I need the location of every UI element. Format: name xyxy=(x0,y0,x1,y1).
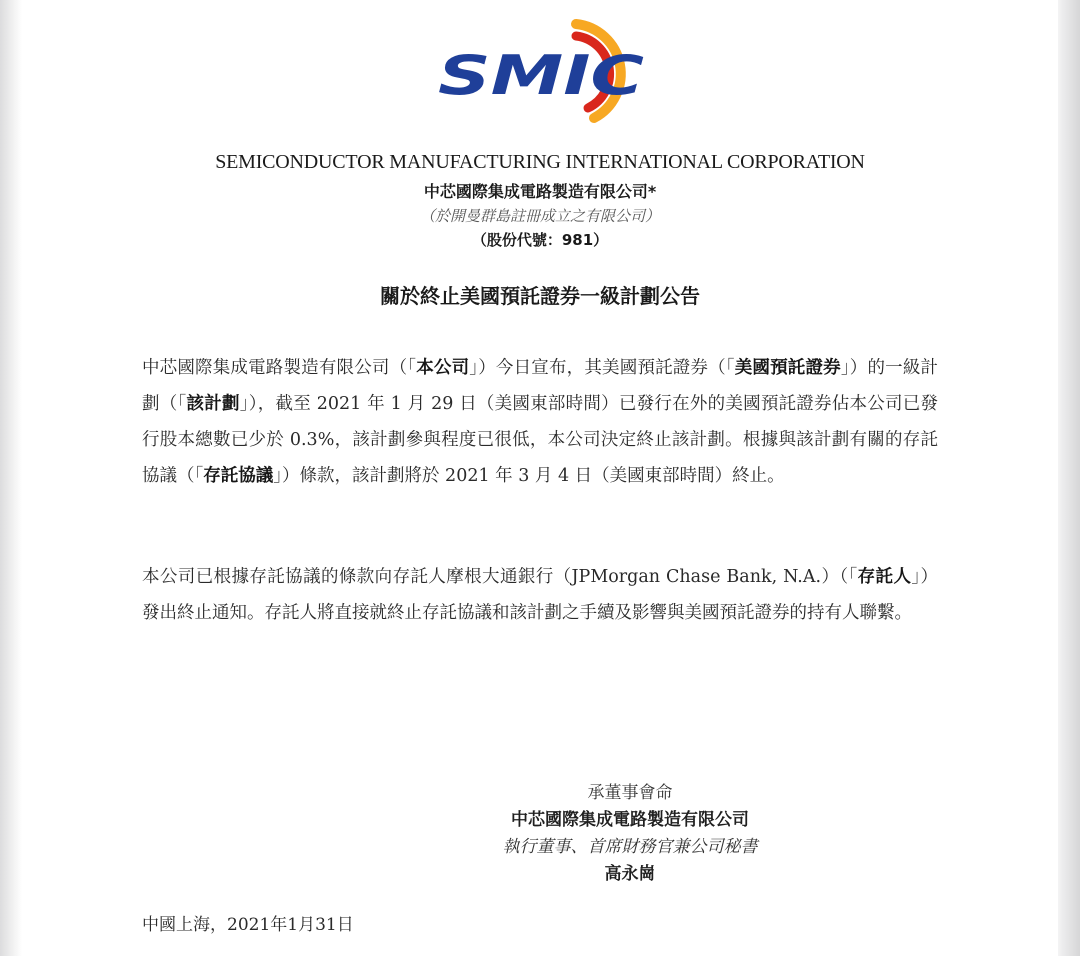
place-and-date: 中國上海，2021年1月31日 xyxy=(142,915,354,935)
logo-text: SMIC xyxy=(438,44,645,107)
p1-text-5: 」）條款，該計劃將於 2021 年 3 月 4 日（美國東部時間）終止。 xyxy=(273,466,785,486)
stock-code: （股份代號：981） xyxy=(471,231,609,249)
p1-text-4: 」），截至 2021 年 1 月 29 日（美國東部時間）已發行在外的美國預託證券佔本公司已發行股本總數已少於 0.3%，該計劃參與程度已很低，本公司決定終止該計劃。根據與該計劃有關的存託協議（「 xyxy=(142,394,939,486)
signature-company: 中芯國際集成電路製造有限公司 xyxy=(511,810,749,830)
document-page xyxy=(22,0,1058,956)
p1-defined-term-program: 該計劃 xyxy=(186,394,240,414)
p1-text-3: 」）的一級計劃（「 xyxy=(142,358,939,414)
signature-by-order: 承董事會命 xyxy=(587,783,673,803)
announcement-title: 關於終止美國預託證券一級計劃公告 xyxy=(380,284,700,308)
p2-text-2: 」）發出終止通知。存託人將直接就終止存託協議和該計劃之手續及影響與美國預託證券的持有人聯繫。 xyxy=(142,567,939,623)
announcement-paragraph-2 xyxy=(142,559,938,631)
smic-logo xyxy=(426,18,658,126)
company-name-chinese: 中芯國際集成電路製造有限公司* xyxy=(423,182,657,201)
p2-defined-term-depositary: 存託人 xyxy=(857,567,912,587)
signature-role: 執行董事、首席財務官兼公司秘書 xyxy=(502,837,758,857)
p1-text-2: 」）今日宣布，其美國預託證券（「 xyxy=(469,358,735,378)
p1-defined-term-deposit-agreement: 存託協議 xyxy=(203,466,274,486)
incorporation-note: （於開曼群島註冊成立之有限公司） xyxy=(419,207,660,225)
p1-defined-term-ads: 美國預託證券 xyxy=(734,358,841,378)
p1-defined-term-company: 本公司 xyxy=(416,358,470,378)
company-name-english: SEMICONDUCTOR MANUFACTURING INTERNATIONAL CORPORATION xyxy=(215,151,865,173)
announcement-paragraph-1 xyxy=(142,350,938,494)
p1-text-1: 中芯國際集成電路製造有限公司（「 xyxy=(142,358,417,378)
signature-name: 高永崗 xyxy=(604,864,656,884)
p2-text-1: 本公司已根據存託協議的條款向存託人摩根大通銀行（JPMorgan Chase Bank, N.A.）（「 xyxy=(142,567,858,587)
